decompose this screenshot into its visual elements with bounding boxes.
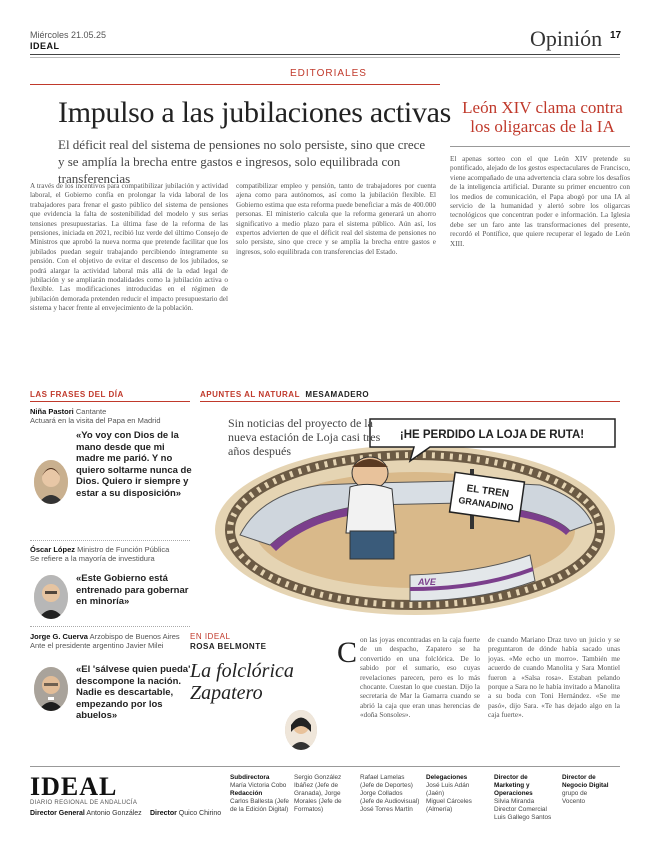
footer-staff-col-3 [360, 774, 420, 814]
page-number: 17 [610, 30, 622, 41]
person-context: Se refiere a la mayoría de investidura [30, 554, 155, 563]
editorial-column-2: compatibilizar empleo y pensión, tanto de trabajadores por cuenta ajena como para autónomos, así como la jubilación flexible. El Gobierno estima que esta reforma puede beneficiar a más de 400.000 personas. El ministerio calcula que la reforma generará un ahorro significativo a medio plazo para el sistema público. Aún así, los expertos advierten de que el déficit real del sistema de pensiones no solo persiste, sino que crece y se amplía la brecha entre gastos e ingresos, solo equilibrada con transferencias del Estado. [236, 182, 436, 256]
editorial-column-1: A través de los incentivos para compatibilizar jubilación y actividad laboral, el Gobierno confía en prolongar la vida laboral de los trabajadores para frenar el gasto público del sistema de pensiones que evidencia la falta de sostenibilidad del modelo y sus serias tensiones presupuestarias. La última fase de la reforma de las pensiones, iniciada en 2021, recibió luz verde del último Consejo de Ministros que aprobó la nueva norma que pretende facilitar que los jubilados puedan seguir trabajando percibiendo íntegramente su pensión. Con el objetivo de evitar el descenso de los jubilados, se podrá alargar la actividad laboral más allá de la edad legal de jubilación y se ampliarán modalidades como la jubilación activa o flexible. Las modificaciones introducidas en el régimen de jubilación demorada pretenden reducir el impacto presupuestario del sistema y hacer frente al envejecimiento de la población. [30, 182, 228, 313]
staff-line: (Jaén) [426, 790, 445, 797]
editorial-kicker: EDITORIALES [290, 68, 367, 79]
phrase-person-2 [30, 545, 190, 563]
person-role: Arzobispo de Buenos Aires [89, 632, 180, 641]
staff-line: José Torres Martín [360, 806, 413, 813]
phrase-quote-3: «El 'sálvese quien pueda' descompone la nación. Nadie es descartable, empezando por los abuelos» [76, 664, 191, 721]
phrase-quote-1: «Yo voy con Dios de la mano desde que mi madre me parió. Y no quiero soltarme nunca de Dios. Quiero ir siempre y estar a su disposición» [76, 430, 192, 499]
person-role: Cantante [75, 407, 107, 416]
footer-staff-col-2 [294, 774, 354, 814]
avatar [285, 710, 317, 750]
staff-title: Rafael Lamelas [360, 774, 405, 781]
staff-title: Sergio González [294, 774, 342, 781]
staff-line: Formatos) [294, 806, 324, 813]
director-label: Director General [30, 810, 85, 817]
cartoon-train-brand: AVE [418, 577, 436, 587]
cartoon-caption: Sin noticias del proyecto de la nueva estación de Loja casi tres años después [228, 416, 381, 458]
phrase-person-1 [30, 407, 190, 425]
cartoon-speech-text: ¡HE PERDIDO LA LOJA DE RUTA! [399, 429, 585, 441]
director-name: Antonio González [86, 810, 142, 817]
staff-line: Jorge Collados [360, 790, 403, 797]
author-portrait-icon [285, 710, 317, 750]
person-portrait-icon [34, 575, 68, 619]
column-author: ROSA BELMONTE [190, 642, 267, 651]
footer-director [150, 810, 221, 817]
sidebar-rule [450, 146, 630, 147]
sidebar-body: El apenas sorteo con el que León XIV pretende su pontificado, alejado de los gestos espectaculares de Francisco, viene acompañado de una advertencia clara sobre los desafíos de la inteligencia artificial. Durante su primer encuentro con los medios de comunicación, el Papa abogó por una IA al servicio de la humanidad y alertó sobre los oligarcas tecnológicos que concentran poder e información. La Iglesia debe ser un faro ante las transformaciones del presente, recordó el Pontífice, que quiere recuperar el legado de León XIII. [450, 155, 630, 248]
phrase-divider [30, 626, 190, 627]
phrases-heading: LAS FRASES DEL DÍA [30, 390, 124, 399]
staff-line: grupo de [562, 790, 588, 797]
staff-line: (Almería) [426, 806, 453, 813]
person-context: Ante el presidente argentino Javier Milei [30, 641, 164, 650]
footer-logo: IDEAL [30, 772, 118, 801]
staff-title: Director de Marketing y Operaciones [494, 774, 533, 797]
person-context: Actuará en la visita del Papa en Madrid [30, 416, 161, 425]
staff-line: Miguel Cárceles [426, 798, 472, 805]
header-rule-secondary [30, 57, 620, 58]
staff-line: de la Edición Digital) [230, 806, 289, 813]
cartoon-sign-line-2: GRANADINO [457, 495, 515, 513]
cartoon-kicker-label: APUNTES AL NATURAL [200, 390, 300, 399]
editorial-subtitle: El déficit real del sistema de pensiones no solo persiste, sino que crece y se amplía la brecha entre gastos e ingresos, solo equilibrada con transferencias [58, 137, 426, 186]
person-name: Óscar López [30, 545, 76, 554]
staff-line: Director Comercial [494, 806, 547, 813]
person-role: Ministro de Función Pública [77, 545, 170, 554]
phrase-divider [30, 540, 190, 541]
footer-staff-col-5 [494, 774, 554, 822]
staff-line: (Jefe de Deportes) [360, 782, 413, 789]
staff-title: Delegaciones [426, 774, 468, 781]
column-section: EN IDEAL [190, 632, 231, 641]
staff-line: Silvia Miranda [494, 798, 535, 805]
phrase-person-3 [30, 632, 190, 650]
staff-line: (Jefe de Audiovisual) [360, 798, 420, 805]
avatar [34, 575, 68, 619]
staff-line: Vocento [562, 798, 586, 805]
staff-line: Granada), Jorge [294, 790, 341, 797]
footer-staff-col-4 [426, 774, 486, 814]
avatar [34, 460, 68, 504]
phrases-rule [30, 401, 190, 402]
section-title: Opinión [530, 26, 603, 51]
column-body-2: de cuando Mariano Draz tuvo un juicio y se preguntaron de dónde había sacado unas joyas. «Me echo un morro». También me acuerdo de cuando Manolita y Sara Montiel fueron a «Salsa rosa». Estaban pelando porque a Sara no le había invitado a Manolita a su boda con Toni Hernández. «Se me pasó», dijo Sara. «Te has dejado algo en la caja fuerte». [488, 636, 620, 720]
column-title: La folclórica Zapatero [190, 660, 294, 704]
staff-line: Carlos Ballesta (Jefe [230, 798, 289, 805]
editorial-rule [30, 84, 440, 85]
staff-line: Morales (Jefe de [294, 798, 342, 805]
issue-date: Miércoles 21.05.25 [30, 30, 107, 40]
editor-name: Quico Chirino [178, 810, 222, 817]
person-portrait-icon [34, 460, 68, 504]
staff-line: Ibáñez (Jefe de [294, 782, 339, 789]
staff-line: Redacción [230, 790, 263, 797]
footer-staff-col-6 [562, 774, 620, 806]
person-portrait-icon [34, 667, 68, 711]
cartoon-sign-line-1: EL TREN [465, 483, 510, 500]
phrase-quote-2: «Este Gobierno está entrenado para gobernar en minoría» [76, 573, 189, 607]
cartoon-rule [200, 401, 620, 402]
footer-rule [30, 766, 620, 767]
editorial-title: Impulso a las jubilaciones activas [58, 96, 452, 129]
staff-line: Luis Gallego Santos [494, 814, 552, 821]
footer-staff-col-1 [230, 774, 290, 814]
editor-label: Director [150, 810, 177, 817]
avatar [34, 667, 68, 711]
staff-line: José Luis Adán [426, 782, 470, 789]
person-name: Jorge G. Cuerva [30, 632, 88, 641]
footer-director-general [30, 810, 142, 817]
staff-title: Subdirectora [230, 774, 270, 781]
staff-title: Director de Negocio Digital [562, 774, 609, 789]
header-rule [30, 54, 620, 55]
header-brand: IDEAL [30, 41, 60, 51]
person-name: Niña Pastori [30, 407, 74, 416]
column-body-1: on las joyas encontradas en la caja fuerte de un despacho, Zapatero se ha convertido en una folclórica. De lo sabido por el sumario, eso cuyas revelaciones parecen, pero es lo más chocante. Cuestan lo que cuestan. Dijo la secretaria de Mar la Gamarra cuando se abrió la caja que eran unas herencias de «doña Sonsoles». [360, 636, 480, 720]
footer-tagline: DIARIO REGIONAL DE ANDALUCÍA [30, 800, 138, 806]
cartoon-author: MESAMADERO [305, 390, 370, 399]
sidebar-title: León XIV clama contra los oligarcas de la IA [462, 98, 623, 136]
column-dropcap: C [337, 636, 358, 669]
cartoon-kicker [200, 390, 369, 399]
column-kicker [190, 632, 266, 652]
header-meta [30, 30, 106, 52]
staff-line: María Victoria Cobo [230, 782, 287, 789]
